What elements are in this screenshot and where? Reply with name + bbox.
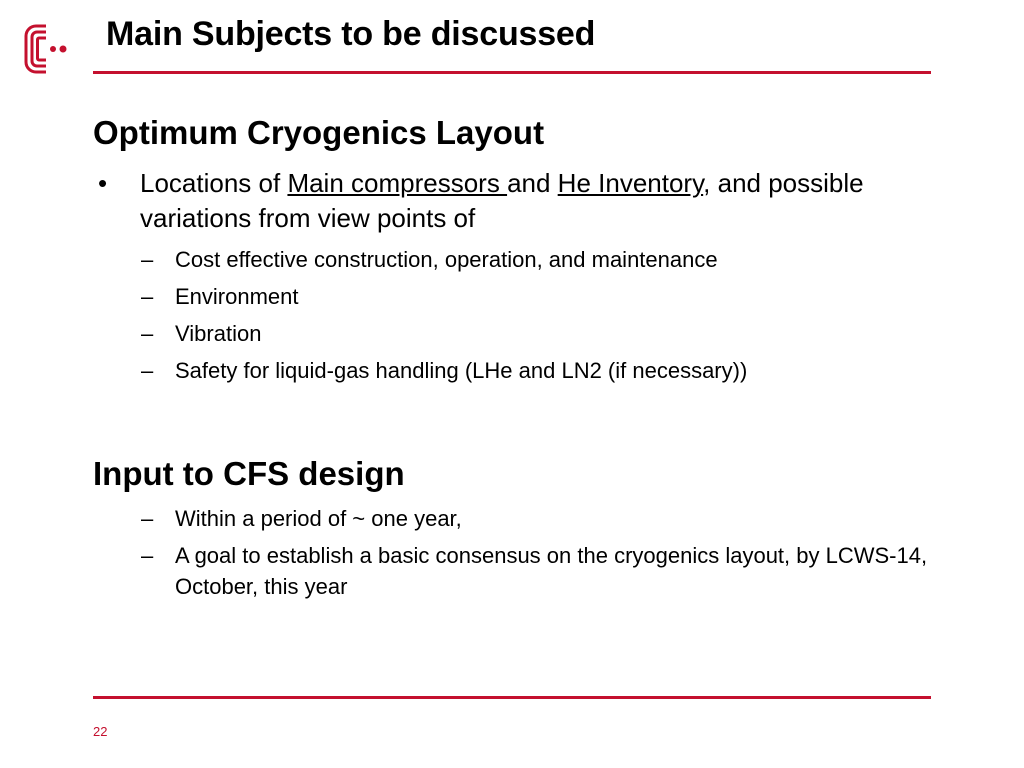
sub-item-text: Cost effective construction, operation, and maintenance xyxy=(175,247,718,272)
page-number: 22 xyxy=(93,724,108,739)
dash-marker: – xyxy=(141,247,154,272)
main-compressors-link[interactable]: Main compressors xyxy=(287,168,508,198)
bullet-locations xyxy=(98,166,940,236)
dash-marker: – xyxy=(141,358,154,383)
bullet-marker: • xyxy=(98,168,108,198)
bullet-text-suffix: , and possible variations from view points of xyxy=(140,168,864,233)
sub-item-text: Vibration xyxy=(175,321,262,346)
footer-divider xyxy=(93,696,931,699)
title-divider xyxy=(93,71,931,74)
sub-item-vibration xyxy=(141,318,945,349)
ilc-logo-icon xyxy=(22,22,76,76)
section-heading-cfs-design: Input to CFS design xyxy=(93,455,405,492)
sub-item-text: Safety for liquid-gas handling (LHe and LN2 (if necessary)) xyxy=(175,358,748,383)
bullet-text-middle: and xyxy=(507,168,558,198)
sub-item-environment xyxy=(141,281,945,312)
he-inventory-link[interactable]: He Inventory xyxy=(557,168,704,198)
slide-title: Main Subjects to be discussed xyxy=(106,15,596,53)
dash-marker: – xyxy=(141,321,154,346)
dash-marker: – xyxy=(141,284,154,309)
sub-item-cost-effective xyxy=(141,244,945,275)
sub-item-safety xyxy=(141,355,945,386)
sub-item-text: Environment xyxy=(175,284,299,309)
sub-item-text: Within a period of ~ one year, xyxy=(175,506,462,531)
sub-item-within-period xyxy=(141,503,945,534)
sub-item-text: A goal to establish a basic consensus on the cryogenics layout, by LCWS-14, October, this year xyxy=(175,543,928,599)
bullet-text-prefix: Locations of xyxy=(140,168,288,198)
sub-item-goal-consensus xyxy=(141,540,945,602)
section-heading-cryogenics-layout: Optimum Cryogenics Layout xyxy=(93,114,545,151)
dash-marker: – xyxy=(141,543,154,568)
dash-marker: – xyxy=(141,506,154,531)
